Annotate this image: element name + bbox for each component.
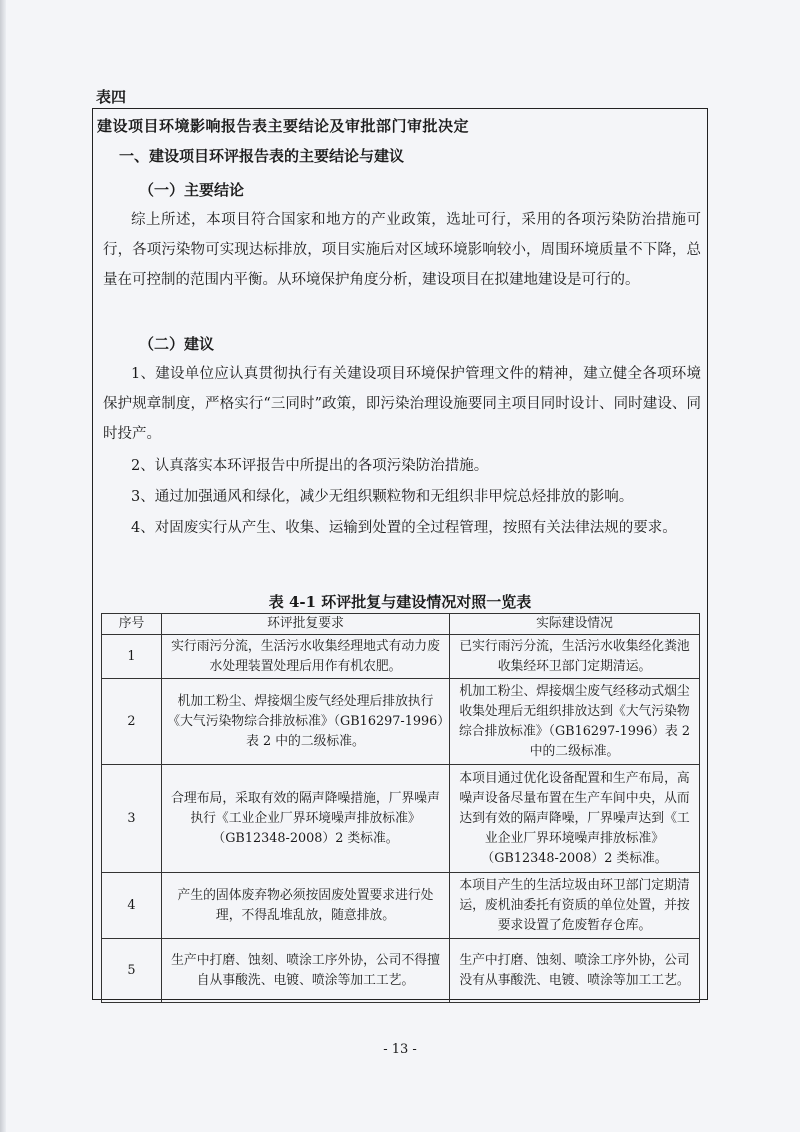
suggestion-2: 2、认真落实本环评报告中所提出的各项污染防治措施。 [131,458,489,474]
conclusion-paragraph: 综上所述，本项目符合国家和地方的产业政策，选址可行，采用的各项污染防治措施可行，各项污染物可实现达标排放，项目实施后对区域环境影响较小，周围环境质量不下降，总量在可控制的范围内平衡。从环境保护角度分析，建设项目在拟建地建设是可行的。 [103,212,701,288]
header-requirement: 环评批复要求 [162,614,450,635]
comparison-table [101,613,700,1003]
row-no: 1 [102,635,162,679]
suggestion-4: 4、对固废实行从产生、收集、运输到处置的全过程管理，按照有关法律法规的要求。 [131,520,677,536]
table-header-row [102,614,700,635]
row-no: 3 [102,765,162,873]
table-row [102,939,700,1003]
section-heading: 一、建设项目环评报告表的主要结论与建议 [119,147,405,165]
header-actual: 实际建设情况 [450,614,700,635]
table-row [102,765,700,873]
row-actual: 机加工粉尘、焊接烟尘废气经移动式烟尘收集处理后无组织排放达到《大气污染物综合排放标准》（GB16297-1996）表 2 中的二级标准。 [450,679,700,765]
row-actual: 已实行雨污分流，生活污水收集经化粪池收集经环卫部门定期清运。 [450,635,700,679]
page-number: - 13 - [383,1042,417,1057]
table-label: 表四 [96,88,127,106]
row-actual: 生产中打磨、蚀刻、喷涂工序外协，公司没有从事酸洗、电镀、喷涂等加工工艺。 [450,939,700,1003]
suggestion-1: 1、建设单位应认真贯彻执行有关建设项目环境保护管理文件的精神，建立健全各项环境保护规章制度，严格实行“三同时”政策，即污染治理设施要同主项目同时设计、同时建设、同时投产。 [103,366,701,442]
row-requirement: 产生的固体废弃物必须按固废处置要求进行处理，不得乱堆乱放，随意排放。 [162,873,450,939]
row-no: 5 [102,939,162,1003]
row-requirement: 实行雨污分流，生活污水收集经理地式有动力废水处理装置处理后用作有机农肥。 [162,635,450,679]
table-row [102,635,700,679]
row-actual: 本项目产生的生活垃圾由环卫部门定期清运，废机油委托有资质的单位处置，并按要求设置了危废暂存仓库。 [450,873,700,939]
row-requirement: 生产中打磨、蚀刻、喷涂工序外协，公司不得擅自从事酸洗、电镀、喷涂等加工工艺。 [162,939,450,1003]
row-actual: 本项目通过优化设备配置和生产布局，高噪声设备尽量布置在生产车间中央，从而达到有效的隔声降噪，厂界噪声达到《工业企业厂界环境噪声排放标准》（GB12348-2008）2 类标准。 [450,765,700,873]
table-row [102,873,700,939]
table-caption: 表 4-1 环评批复与建设情况对照一览表 [268,593,532,611]
table-row [102,679,700,765]
row-requirement: 机加工粉尘、焊接烟尘废气经处理后排放执行《大气污染物综合排放标准》（GB16297-1996）表 2 中的二级标准。 [162,679,450,765]
row-requirement: 合理布局，采取有效的隔声降噪措施，厂界噪声执行《工业企业厂界环境噪声排放标准》（GB12348-2008）2 类标准。 [162,765,450,873]
frame-title: 建设项目环境影响报告表主要结论及审批部门审批决定 [97,117,470,135]
header-no: 序号 [102,614,162,635]
row-no: 2 [102,679,162,765]
suggestion-3: 3、通过加强通风和绿化，减少无组织颗粒物和无组织非甲烷总烃排放的影响。 [131,489,634,505]
subheading-conclusion: （一）主要结论 [139,181,245,199]
scan-edge [0,0,6,1132]
conclusion-frame [92,108,708,1000]
row-no: 4 [102,873,162,939]
subheading-suggestions: （二）建议 [139,335,215,353]
